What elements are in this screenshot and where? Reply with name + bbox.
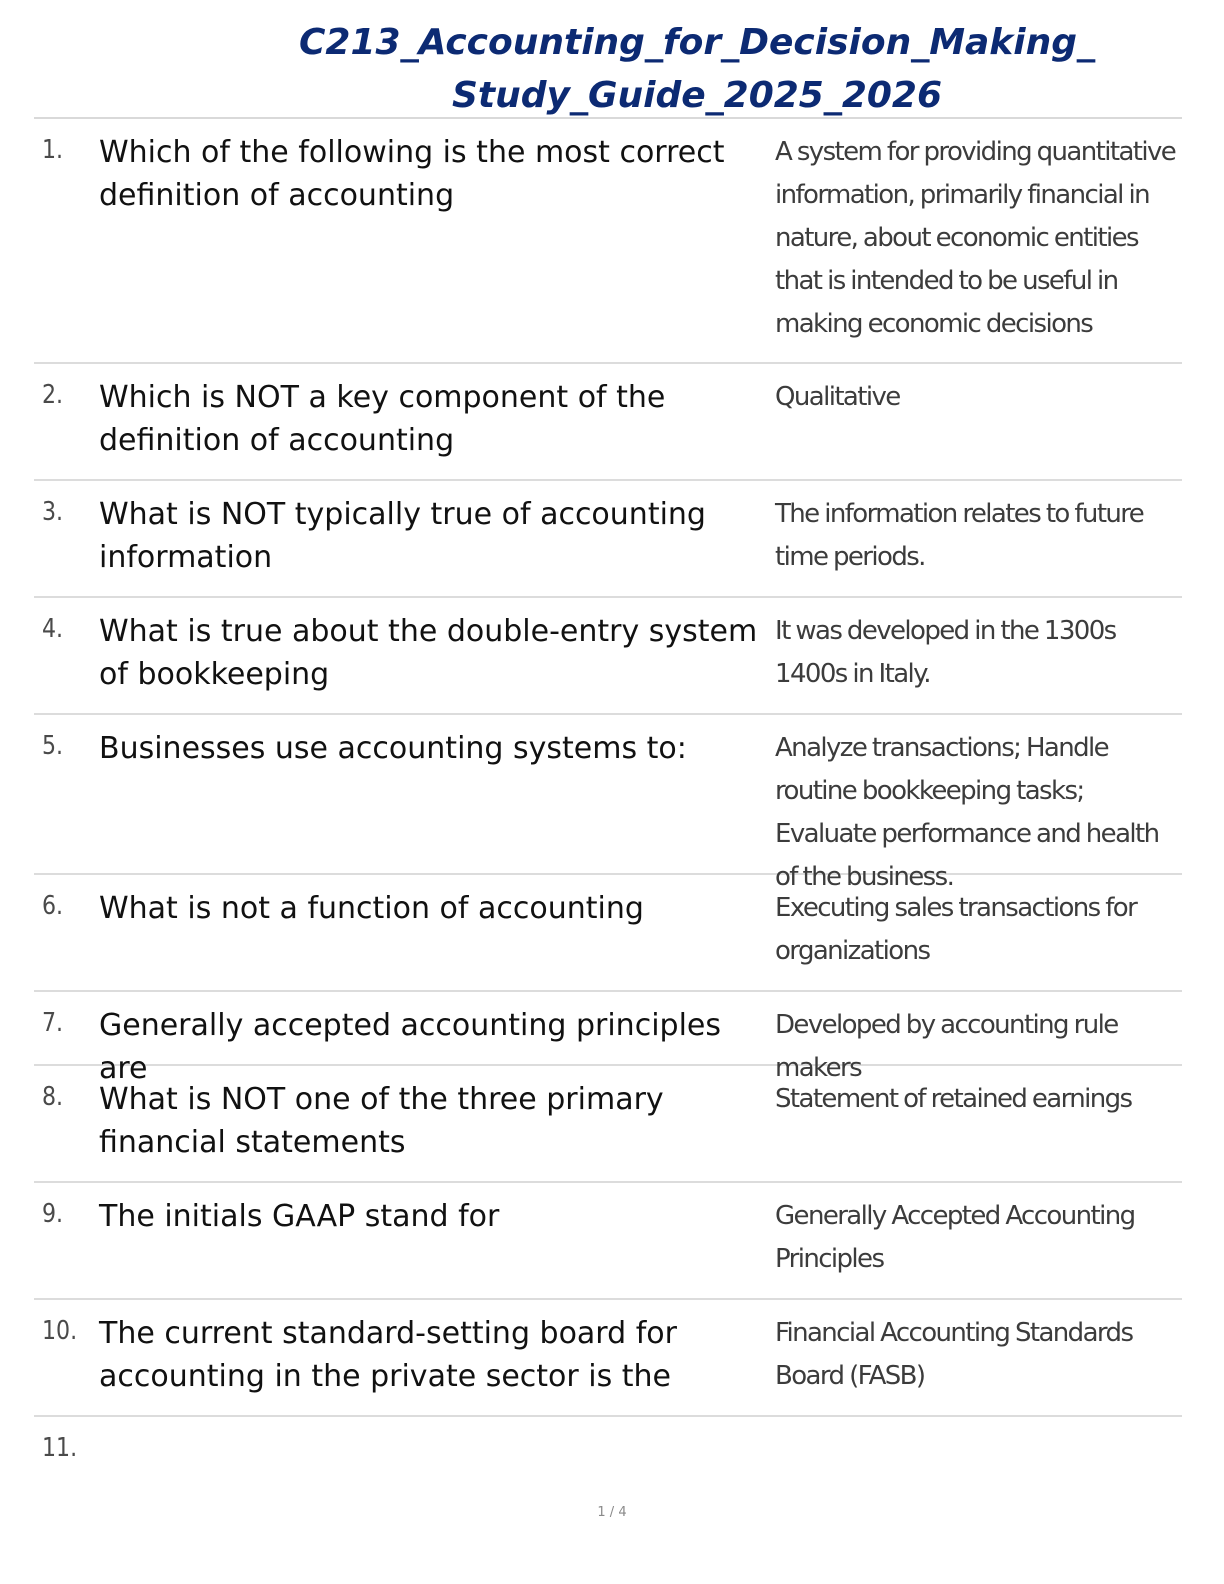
item-question: What is true about the double-entry system of bookkeeping bbox=[99, 614, 758, 692]
page-number: 1 / 4 bbox=[597, 1505, 627, 1520]
list-item bbox=[34, 715, 1182, 892]
list-item bbox=[34, 875, 1182, 992]
item-answer: A system for providing quantitative information, primarily financial in nature, about economic entities that is intended to be useful in making economic decisions bbox=[775, 137, 1176, 339]
item-question: The current standard-setting board for accounting in the private sector is the bbox=[99, 1316, 677, 1394]
item-number: 6. bbox=[42, 891, 64, 921]
item-number: 2. bbox=[42, 380, 64, 410]
item-answer: Qualitative bbox=[775, 382, 900, 412]
item-number: 5. bbox=[42, 731, 64, 761]
item-number: 7. bbox=[42, 1008, 64, 1038]
item-answer: Financial Accounting Standards Board (FASB) bbox=[775, 1318, 1133, 1391]
item-answer: Developed by accounting rule makers bbox=[775, 1010, 1118, 1083]
list-item bbox=[34, 1066, 1182, 1183]
item-question: Generally accepted accounting principles are bbox=[99, 1008, 721, 1086]
list-item bbox=[34, 992, 1182, 1086]
item-number: 1. bbox=[42, 135, 64, 165]
item-answer: Generally Accepted Accounting Principles bbox=[775, 1201, 1135, 1274]
item-number: 10. bbox=[42, 1316, 78, 1346]
list-item bbox=[34, 364, 1182, 481]
qa-list bbox=[34, 119, 1182, 1487]
list-item bbox=[34, 1300, 1182, 1417]
item-number: 9. bbox=[42, 1199, 64, 1229]
item-number: 11. bbox=[42, 1433, 78, 1463]
item-question: The initials GAAP stand for bbox=[99, 1199, 500, 1234]
item-number: 3. bbox=[42, 497, 64, 527]
list-item bbox=[34, 119, 1182, 364]
item-question: Which of the following is the most correct definition of accounting bbox=[99, 135, 725, 213]
item-answer: The information relates to future time periods. bbox=[775, 499, 1144, 572]
item-question: What is NOT typically true of accounting information bbox=[99, 497, 706, 575]
item-number: 8. bbox=[42, 1082, 64, 1112]
item-question: Businesses use accounting systems to: bbox=[99, 731, 687, 766]
item-answer: Analyze transactions; Handle routine bookkeeping tasks; Evaluate performance and health of the business. bbox=[775, 733, 1159, 892]
title-line-2: Study_Guide_2025_2026 bbox=[451, 75, 943, 116]
title-line-1: C213_Accounting_for_Decision_Making_ bbox=[299, 22, 1095, 63]
item-answer: Executing sales transactions for organizations bbox=[775, 893, 1137, 966]
item-answer: It was developed in the 1300s 1400s in Italy. bbox=[775, 616, 1116, 689]
list-item bbox=[34, 1417, 1182, 1487]
item-question: What is NOT one of the three primary financial statements bbox=[99, 1082, 664, 1160]
list-item bbox=[34, 598, 1182, 715]
list-item bbox=[34, 1183, 1182, 1300]
item-answer: Statement of retained earnings bbox=[775, 1084, 1132, 1114]
document-title bbox=[0, 16, 1224, 122]
item-number: 4. bbox=[42, 614, 64, 644]
list-item bbox=[34, 481, 1182, 598]
item-question: Which is NOT a key component of the definition of accounting bbox=[99, 380, 666, 458]
item-question: What is not a function of accounting bbox=[99, 891, 644, 926]
